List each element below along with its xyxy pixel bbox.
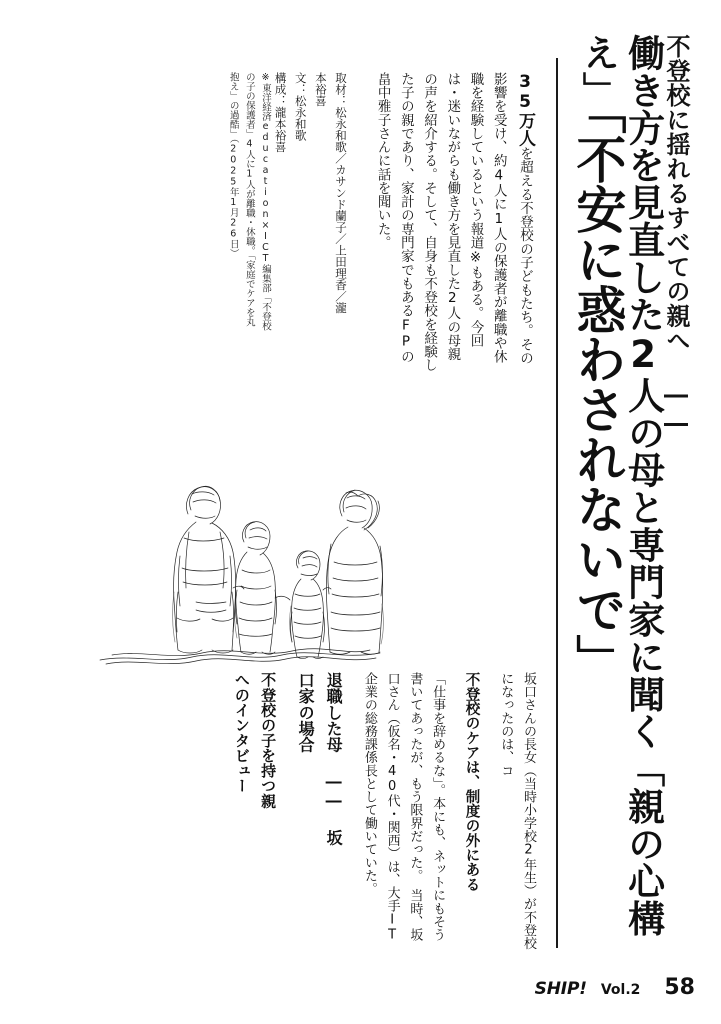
body-subheading: 不登校のケアは、制度の外にある — [463, 672, 480, 892]
headline-block — [570, 34, 695, 964]
page-number: 58 — [664, 975, 695, 1000]
body-paragraph-1: 「仕事を辞めるな」。本にも、ネットにもそう書いてあったが、もう限界だった。 当時、坂口さん（仮名・40代・関西）は、大手IT企業の総務課係長として働いていた。 — [361, 672, 446, 943]
headline-main-quote: 「親の心構え」 — [576, 34, 665, 937]
interview-heading: 不登校の子を持つ親へのインタビュー — [232, 672, 278, 809]
headline-main-text: 働き方を見直した2人の母と専門家に聞く — [621, 34, 665, 751]
volume-label: Vol.2 — [600, 982, 641, 998]
page-footer — [535, 975, 695, 1000]
case-heading: 退職した母 ―― 坂口家の場合 — [296, 672, 344, 846]
headline-main — [568, 34, 665, 964]
lead-paragraph — [370, 72, 539, 372]
family-line-drawing-illustration — [92, 392, 392, 682]
credit-line-editor: 構成：瀧本裕喜 — [273, 72, 288, 153]
article-body-columns — [219, 672, 539, 954]
headline-subtitle: 不登校に揺れるすべての親へ ―― — [662, 34, 690, 438]
footnote-source: ※東洋経済education×ICT編集部「不登校の子の保護者」4人に1人が離職・休職。「家庭でケアを丸抱え」の過酷」（2025年1月26日） — [227, 72, 271, 331]
credit-line-writer: 文：松永和歌 — [293, 72, 308, 141]
credits-block — [271, 72, 352, 322]
headline-emphasis: 「不安に惑わされないで」 — [568, 108, 627, 684]
credit-line-interview: 取材：松永和歌／カサンド蘭子／上田理香／瀧本裕喜 — [313, 72, 348, 314]
brand-name: SHIP! — [534, 979, 587, 999]
lead-opening-number: 35万人 — [515, 72, 535, 147]
lead-body-text: を超える不登校の子どもたち。その影響を受け、約4人に1人の保護者が離職や休職を経験しているという報道※もある。今回は・迷いながらも働き方を見直した2人の母親の声を紹介する。そして、自身も不登校を経験した子の親であり、家計の専門家でもあるFPの畠中雅子さんに話を聞いた。 — [374, 72, 533, 372]
headline-divider-rule — [556, 58, 558, 948]
body-paragraph-2: 坂口さんの長女（当時小学校2年生）が不登校になったのは、コ — [498, 672, 536, 950]
